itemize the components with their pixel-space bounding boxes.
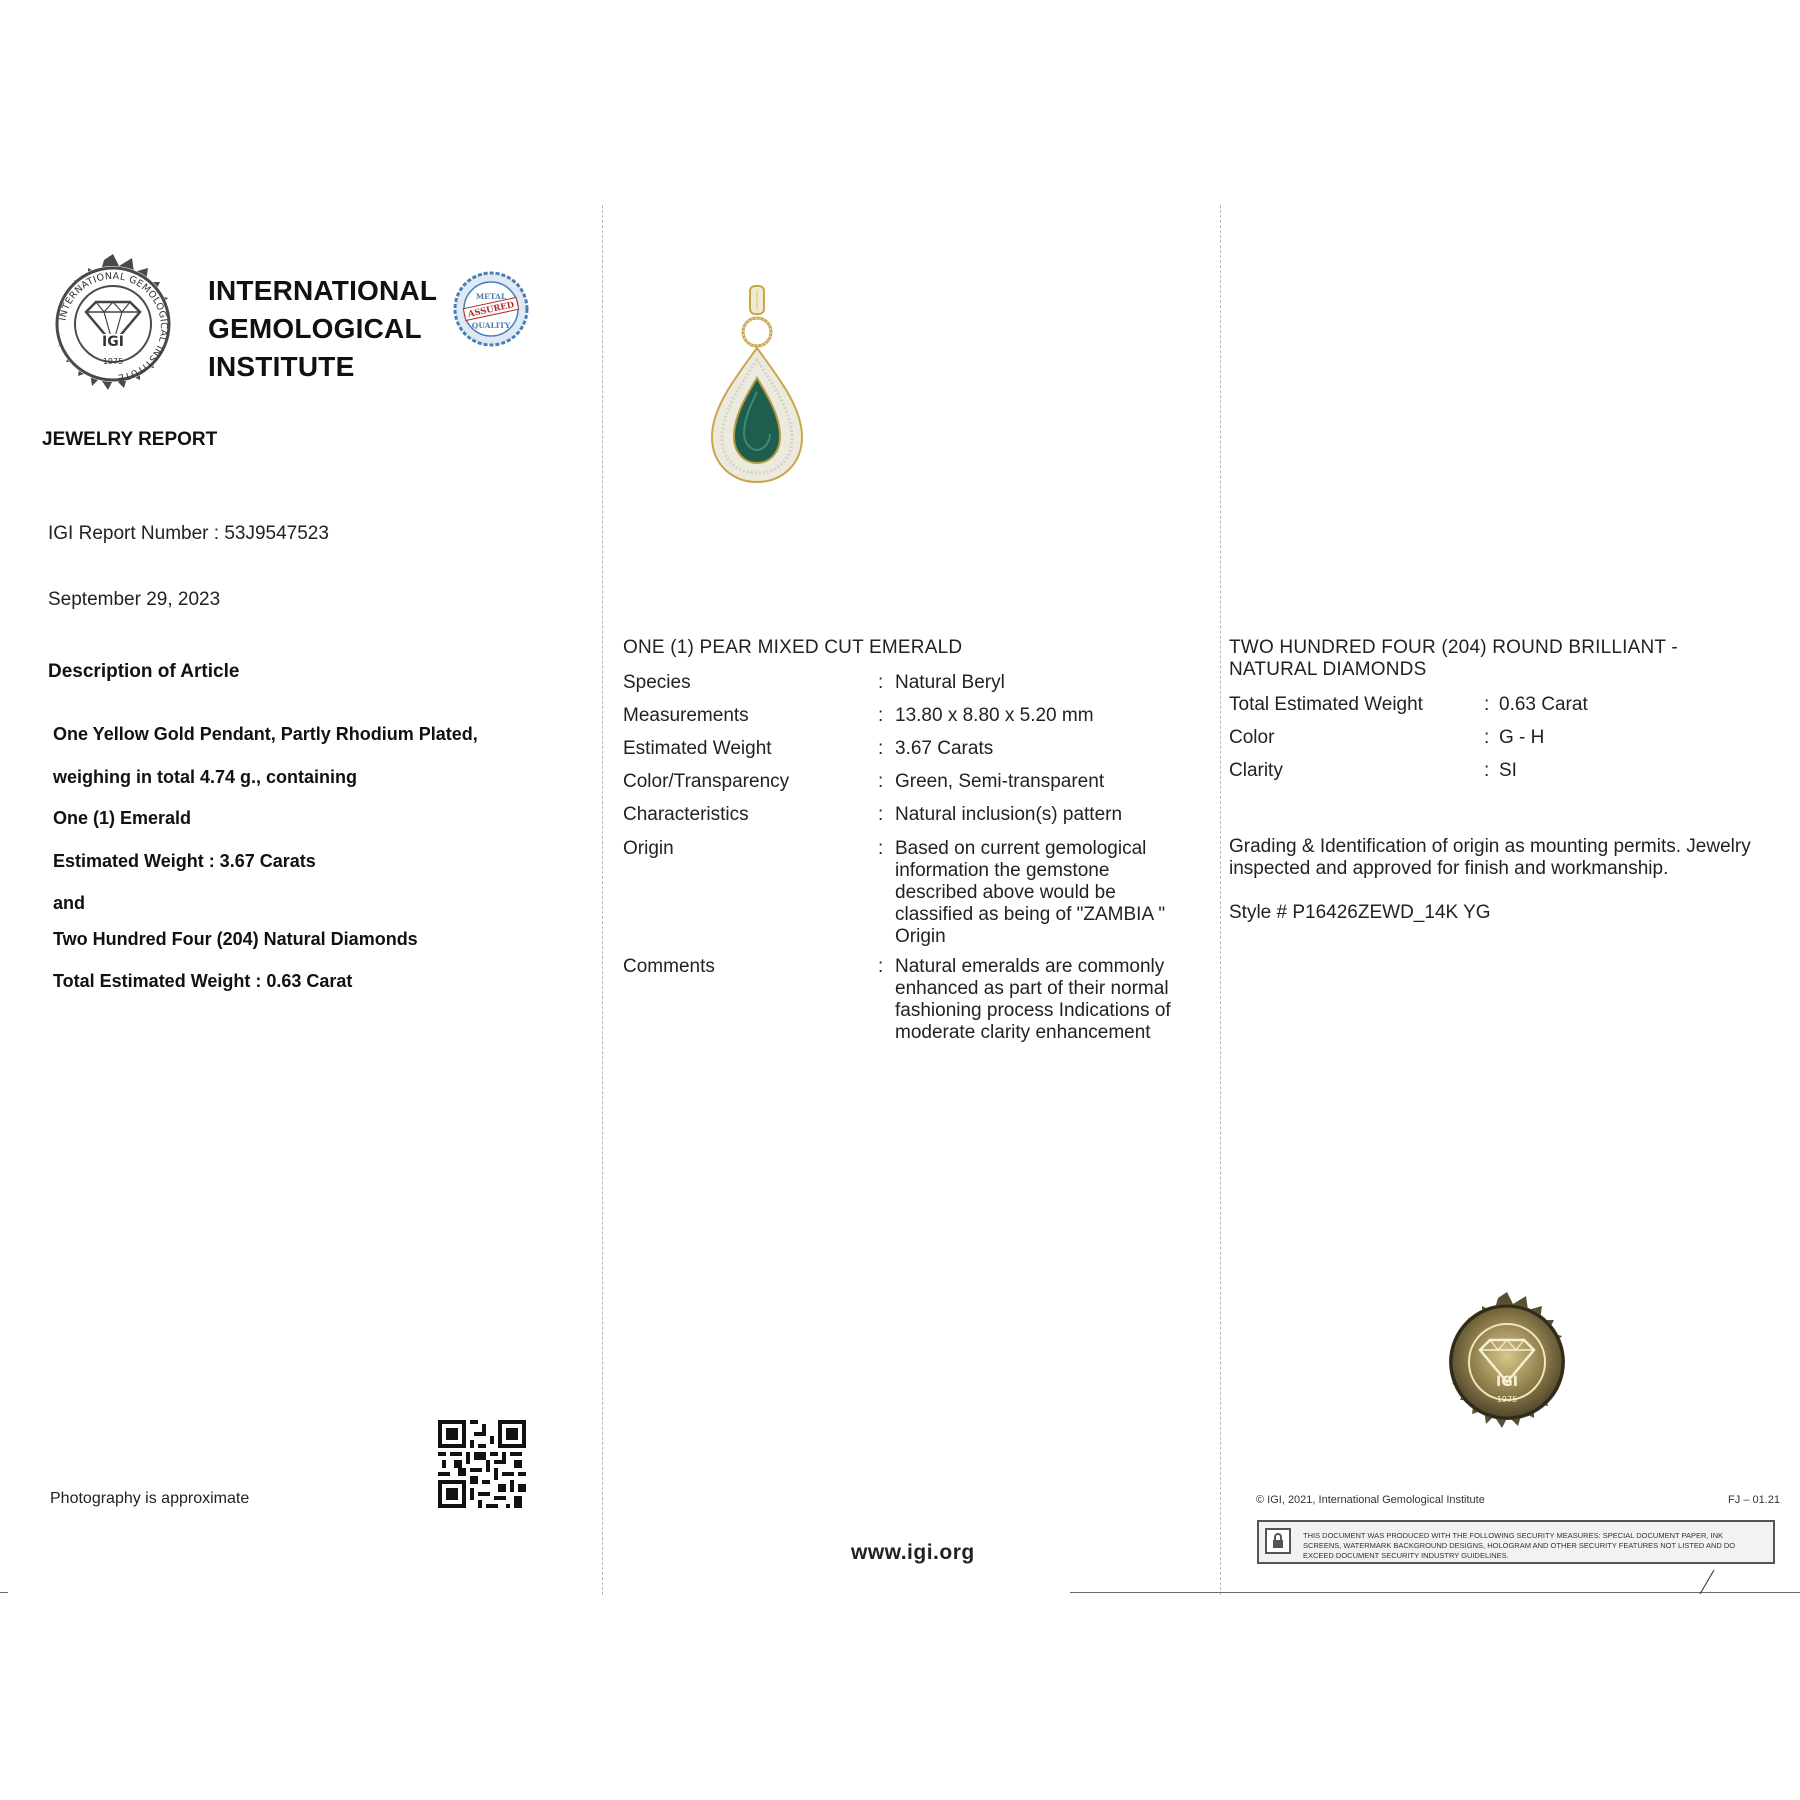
report-number: IGI Report Number : 53J9547523	[48, 523, 329, 544]
emerald-measurements-label: Measurements	[623, 705, 749, 726]
row-colon: :	[878, 672, 884, 693]
diamonds-weight-label: Total Estimated Weight	[1229, 694, 1423, 715]
description-line-2: weighing in total 4.74 g., containing	[53, 767, 358, 787]
lock-icon	[1265, 1528, 1291, 1554]
website-link[interactable]: www.igi.org	[851, 1541, 975, 1564]
institute-name	[208, 272, 437, 386]
hologram-logo: IGI	[1496, 1374, 1518, 1390]
row-colon: :	[878, 771, 884, 792]
document-bottom-edge-mark	[0, 1592, 8, 1593]
description-line-1: One Yellow Gold Pendant, Partly Rhodium Plated,	[53, 724, 478, 744]
emerald-origin-value: Based on current gemological information the gemstone described above would be classified as being of "ZAMBIA " Origin	[895, 838, 1166, 947]
badge-line-2: ASSURED	[467, 300, 516, 320]
seal-year: 1975	[102, 357, 124, 366]
diamonds-section-title: TWO HUNDRED FOUR (204) ROUND BRILLIANT - NATURAL DIAMONDS	[1229, 637, 1678, 680]
emerald-measurements-value: 13.80 x 8.80 x 5.20 mm	[895, 705, 1094, 726]
igi-seal-icon	[38, 252, 188, 402]
institute-name-line-1: INTERNATIONAL	[208, 275, 438, 306]
seal-logo: IGI	[102, 334, 124, 350]
hologram-seal	[1432, 1290, 1582, 1440]
diamonds-color-value: G - H	[1499, 727, 1545, 748]
emerald-origin-label: Origin	[623, 838, 674, 859]
qr-code[interactable]	[438, 1420, 526, 1508]
quality-badge-icon	[452, 270, 530, 348]
diamonds-weight-value: 0.63 Carat	[1499, 694, 1588, 715]
pendant-photo	[706, 282, 806, 487]
photo-note: Photography is approximate	[50, 1490, 250, 1507]
emerald-characteristics-value: Natural inclusion(s) pattern	[895, 804, 1123, 825]
diamonds-clarity-value: SI	[1499, 760, 1517, 781]
row-colon: :	[878, 705, 884, 726]
corner-mark	[1696, 1568, 1716, 1596]
emerald-color-label: Color/Transparency	[623, 771, 790, 792]
row-colon: :	[878, 738, 884, 759]
emerald-pendant-icon	[706, 282, 806, 487]
emerald-species-value: Natural Beryl	[895, 672, 1005, 693]
row-colon: :	[878, 838, 884, 859]
hologram-year: 1975	[1496, 1395, 1518, 1404]
emerald-color-value: Green, Semi-transparent	[895, 771, 1105, 792]
description-line-5: and	[53, 893, 86, 913]
report-date: September 29, 2023	[48, 589, 221, 610]
fold-line-left	[602, 205, 603, 1595]
style-number: Style # P16426ZEWD_14K YG	[1229, 902, 1491, 923]
copyright: © IGI, 2021, International Gemological Institute	[1256, 1494, 1485, 1506]
emerald-characteristics-label: Characteristics	[623, 804, 749, 825]
emerald-weight-value: 3.67 Carats	[895, 738, 994, 759]
badge-line-1: METAL	[475, 292, 507, 301]
qr-code-icon	[438, 1420, 526, 1508]
description-heading: Description of Article	[48, 661, 240, 682]
institute-name-line-3: INSTITUTE	[208, 351, 355, 382]
row-colon: :	[1484, 727, 1490, 748]
diamonds-color-label: Color	[1229, 727, 1275, 748]
description-line-7: Total Estimated Weight : 0.63 Carat	[53, 971, 353, 991]
description-line-4: Estimated Weight : 3.67 Carats	[53, 851, 316, 871]
report-title: JEWELRY REPORT	[42, 429, 218, 450]
security-notice: THIS DOCUMENT WAS PRODUCED WITH THE FOLLOWING SECURITY MEASURES: SPECIAL DOCUMENT PAPER, INK SCREENS, WATERMARK BACKGROUND DESIGNS, HOLOGRAM AND OTHER SECURITY FEATURES NOT LISTED AND DO EXCEED DOCUMENT SECURITY INDUSTRY GUIDELINES.	[1303, 1531, 1736, 1560]
seal-text: INTERNATIONAL GEMOLOGICAL INSTITUTE	[57, 270, 170, 383]
fold-line-right	[1220, 205, 1221, 1595]
row-colon: :	[1484, 760, 1490, 781]
emerald-comments-label: Comments	[623, 956, 715, 977]
emerald-section-title: ONE (1) PEAR MIXED CUT EMERALD	[623, 637, 963, 658]
igi-seal	[38, 252, 188, 402]
description-line-6: Two Hundred Four (204) Natural Diamonds	[53, 929, 418, 949]
diamonds-clarity-label: Clarity	[1229, 760, 1283, 781]
security-notice-box	[1257, 1520, 1775, 1564]
badge-line-3: QUALITY	[471, 321, 511, 330]
metal-assured-badge	[452, 270, 530, 348]
form-code: FJ – 01.21	[1728, 1494, 1780, 1506]
emerald-species-label: Species	[623, 672, 691, 693]
emerald-weight-label: Estimated Weight	[623, 738, 772, 759]
hologram-seal-icon	[1432, 1290, 1582, 1440]
row-colon: :	[878, 956, 884, 977]
institute-name-line-2: GEMOLOGICAL	[208, 313, 422, 344]
row-colon: :	[878, 804, 884, 825]
row-colon: :	[1484, 694, 1490, 715]
emerald-comments-value: Natural emeralds are commonly enhanced as part of their normal fashioning process Indications of moderate clarity enhancement	[895, 956, 1171, 1043]
remarks-text: Grading & Identification of origin as mounting permits. Jewelry inspected and approved for finish and workmanship.	[1229, 836, 1751, 879]
document-bottom-edge	[1070, 1592, 1800, 1593]
description-line-3: One (1) Emerald	[53, 808, 192, 828]
